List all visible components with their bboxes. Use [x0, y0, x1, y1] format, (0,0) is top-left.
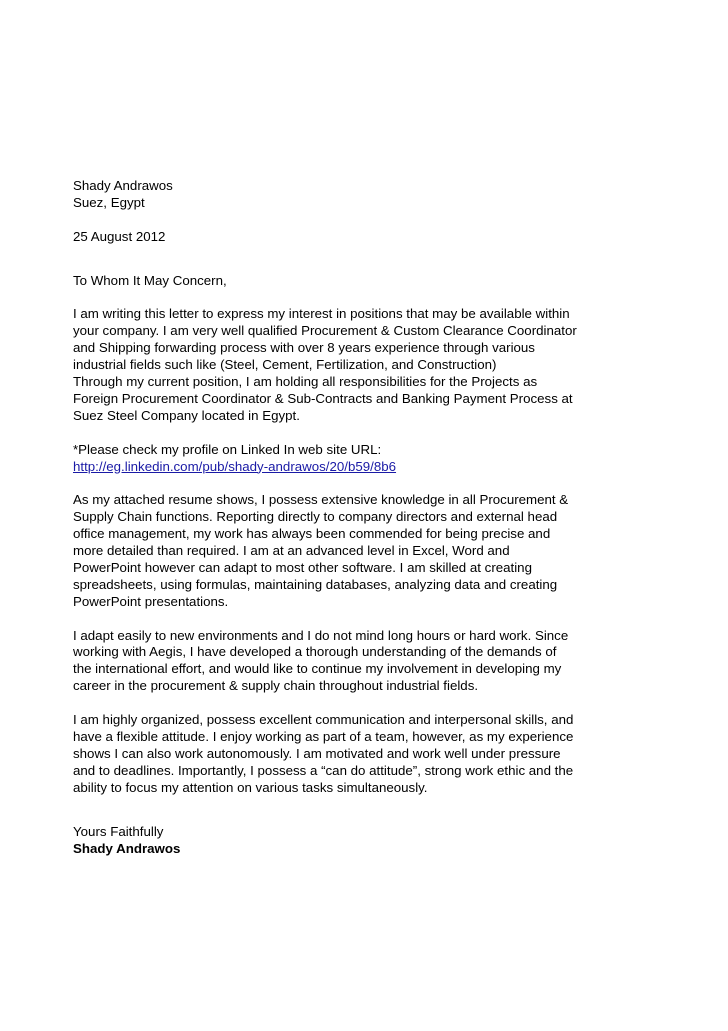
paragraph-line: Suez Steel Company located in Egypt. — [73, 407, 300, 423]
paragraph-line: PowerPoint however can adapt to most other software. I am skilled at creating — [73, 559, 532, 575]
paragraph-line: I am writing this letter to express my interest in positions that may be available within — [73, 306, 570, 322]
linkedin-profile-link[interactable]: http://eg.linkedin.com/pub/shady-andrawos/20/b59/8b6 — [73, 458, 397, 474]
paragraph-line: office management, my work has always been commended for being precise and — [73, 526, 551, 542]
paragraph-introduction — [73, 306, 603, 424]
spacer — [73, 212, 603, 229]
paragraph-skills — [73, 492, 603, 610]
paragraph-line: As my attached resume shows, I possess extensive knowledge in all Procurement & — [73, 492, 569, 508]
spacer — [73, 425, 603, 442]
paragraph-line: Supply Chain functions. Reporting directly to company directors and external head — [73, 509, 558, 525]
paragraph-line: the international effort, and would like to continue my involvement in developing my — [73, 661, 562, 677]
paragraph-line: and Shipping forwarding process with over 8 years experience through various — [73, 340, 535, 356]
spacer — [73, 797, 603, 824]
paragraph-line: have a flexible attitude. I enjoy working as part of a team, however, as my experience — [73, 729, 574, 744]
paragraph-line: Foreign Procurement Coordinator & Sub-Contracts and Banking Payment Process at — [73, 390, 573, 406]
paragraph-line: more detailed than required. I am at an advanced level in Excel, Word and — [73, 543, 510, 559]
spacer — [73, 611, 603, 628]
paragraph-line: I am highly organized, possess excellent communication and interpersonal skills, and — [73, 712, 574, 728]
spacer — [73, 695, 603, 712]
cover-letter — [73, 178, 603, 857]
paragraph-line: PowerPoint presentations. — [73, 593, 229, 609]
paragraph-line: I adapt easily to new environments and I do not mind long hours or hard work. Since — [73, 627, 569, 643]
profile-block — [73, 442, 603, 476]
salutation: To Whom It May Concern, — [73, 272, 227, 288]
paragraph-line: working with Aegis, I have developed a thorough understanding of the demands of — [73, 644, 557, 660]
paragraph-line: ability to focus my attention on various tasks simultaneously. — [73, 779, 428, 795]
paragraph-line: your company. I am very well qualified Procurement & Custom Clearance Coordinator — [73, 323, 577, 339]
signature-name: Shady Andrawos — [73, 840, 181, 856]
letter-date: 25 August 2012 — [73, 228, 166, 244]
paragraph-line: spreadsheets, using formulas, maintaining databases, analyzing data and creating — [73, 576, 558, 592]
sender-name: Shady Andrawos — [73, 178, 173, 193]
paragraph-adaptability — [73, 628, 603, 696]
spacer — [73, 290, 603, 307]
paragraph-personal-qualities — [73, 712, 603, 797]
paragraph-line: and to deadlines. Importantly, I possess a “can do attitude”, strong work ethic and the — [73, 762, 574, 778]
paragraph-line: career in the procurement & supply chain throughout industrial fields. — [73, 678, 479, 694]
paragraph-line: industrial fields such like (Steel, Cement, Fertilization, and Construction) — [73, 357, 497, 373]
spacer — [73, 475, 603, 492]
closing-phrase: Yours Faithfully — [73, 823, 164, 839]
profile-note: *Please check my profile on Linked In web site URL: — [73, 441, 382, 457]
paragraph-line: shows I can also work autonomously. I am motivated and work well under pressure — [73, 745, 561, 761]
sender-location: Suez, Egypt — [73, 194, 145, 210]
spacer — [73, 246, 603, 273]
paragraph-line: Through my current position, I am holding all responsibilities for the Projects as — [73, 374, 538, 390]
